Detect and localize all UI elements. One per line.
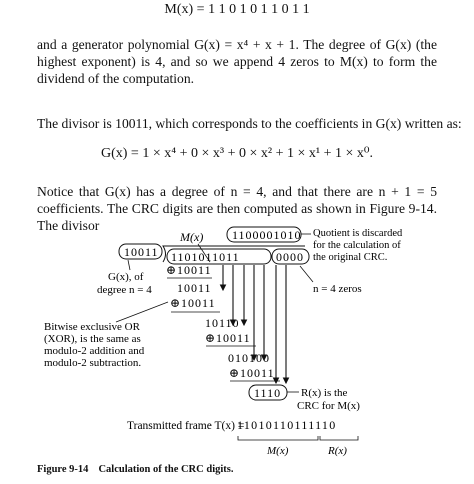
gx-pointer: [128, 260, 130, 270]
row-xor-4: ⊕10011: [229, 366, 275, 380]
row-rem-1: 10011: [177, 281, 212, 295]
paragraph-degree: Notice that G(x) has a degree of n = 4, and that there are n + 1 = 5 coefficients. The CRC digits are then computed as shown in Figure 9-14. The divisor: [37, 184, 437, 233]
row-rem-2: 10110: [205, 316, 240, 330]
divisor-value: 10011: [124, 245, 159, 259]
quotient-note-2: for the calculation of: [313, 240, 401, 251]
row-xor-1: ⊕10011: [166, 263, 212, 277]
polynomial-equation: G(x) = 1 × x⁴ + 0 × x³ + 0 × x² + 1 × x¹ + 1 × x⁰.: [101, 146, 373, 161]
xor-pointer: [116, 302, 168, 322]
gx-label-2: degree n = 4: [97, 284, 152, 296]
message-equation: M(x) = 1 1 0 1 0 1 1 0 1 1: [164, 2, 310, 17]
paragraph-divisor: The divisor is 10011, which corresponds to the coefficients in G(x) written as:: [37, 116, 462, 131]
quotient-note-3: the original CRC.: [313, 252, 388, 263]
row-xor-2: ⊕10011: [170, 296, 216, 310]
caption-number: Figure 9-14: [37, 464, 89, 475]
remainder-note-2: CRC for M(x): [297, 400, 360, 412]
quotient-note-1: Quotient is discarded: [313, 228, 403, 239]
brace-r-label: R(x): [328, 445, 347, 457]
brace-m-label: M(x): [267, 445, 289, 457]
xor-note-4: modulo-2 subtraction.: [44, 357, 142, 369]
paragraph-generator: and a generator polynomial G(x) = x⁴ + x + 1. The degree of G(x) (the highest exponent) is 4, and so we append 4 zeros to M(x) to form the dividend of the computation.: [37, 37, 437, 86]
xor-note-3: modulo-2 addition and: [44, 345, 145, 357]
dividend-message: 1101011011: [171, 250, 240, 264]
mx-label: M(x): [180, 230, 204, 244]
brace-crc: [320, 436, 358, 440]
transmitted-label: Transmitted frame T(x) =: [127, 420, 245, 432]
transmitted-bits: 11010110111110: [237, 418, 337, 432]
figure-caption: [37, 464, 233, 475]
row-xor-3: ⊕10011: [205, 331, 251, 345]
brace-message: [238, 436, 318, 440]
dividend-zeros: 0000: [276, 250, 304, 264]
xor-note-2: (XOR), is the same as: [44, 333, 141, 345]
zeros-label: n = 4 zeros: [313, 283, 362, 295]
remainder-note-1: R(x) is the: [301, 387, 348, 399]
row-rem-3: 010100: [228, 351, 270, 365]
caption-title: Calculation of the CRC digits.: [98, 464, 234, 475]
quotient-value: 1100001010: [232, 228, 302, 242]
xor-note-1: Bitwise exclusive OR: [44, 321, 140, 333]
gx-label-1: G(x), of: [108, 271, 144, 283]
zeros-pointer: [300, 266, 313, 282]
remainder-value: 1110: [254, 386, 282, 400]
